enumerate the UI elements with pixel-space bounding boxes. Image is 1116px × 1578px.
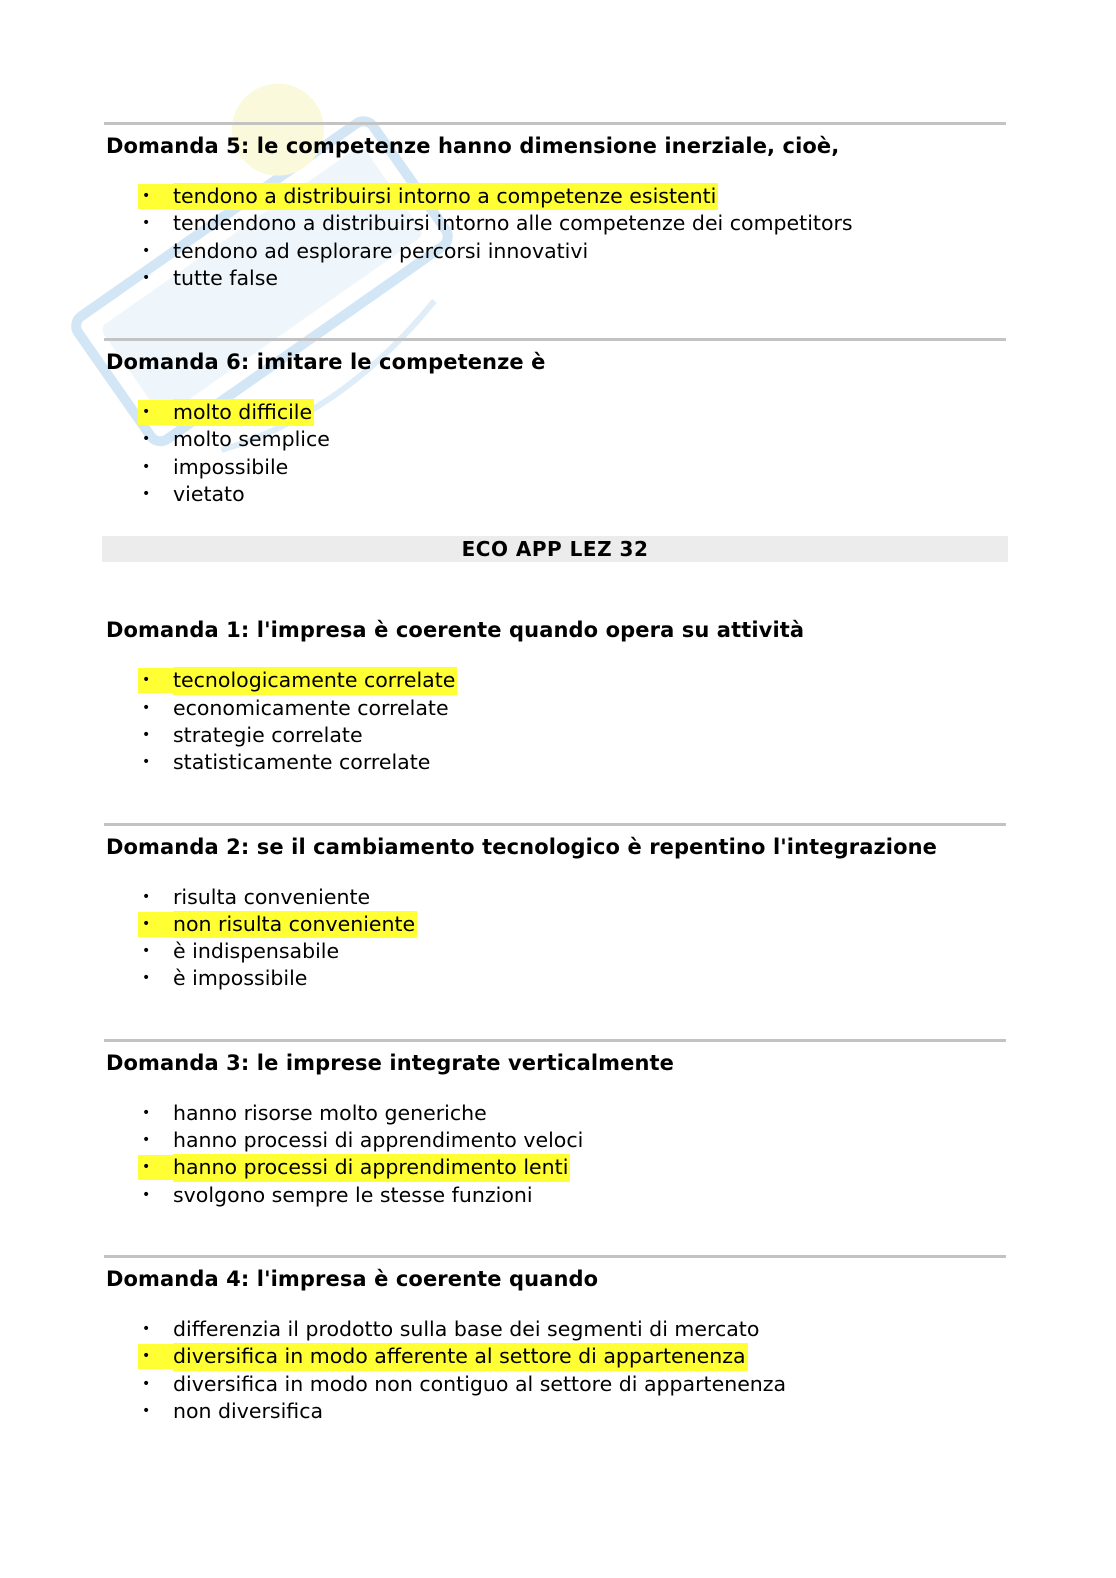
question-block xyxy=(104,122,1006,292)
answer-text: differenzia il prodotto sulla base dei segmenti di mercato xyxy=(173,1316,760,1341)
bullet-icon: • xyxy=(142,754,151,771)
question-title: Domanda 5: le competenze hanno dimensione inerziale, cioè, xyxy=(106,134,840,158)
answer-item xyxy=(104,454,1006,481)
answer-item-correct xyxy=(104,183,1006,210)
bullet-icon: • xyxy=(142,1186,151,1203)
answer-text: è impossibile xyxy=(173,966,308,991)
divider xyxy=(104,122,1006,125)
bullet-icon: • xyxy=(142,1104,151,1121)
answer-list xyxy=(104,884,1006,993)
divider xyxy=(104,338,1006,341)
answer-item-correct xyxy=(104,1343,1006,1370)
document-content xyxy=(104,122,1006,1425)
answer-text: tendendono a distribuirsi intorno alle competenze dei competitors xyxy=(173,211,853,236)
bullet-icon: • xyxy=(142,970,151,987)
answer-text: hanno processi di apprendimento lenti xyxy=(173,1154,570,1181)
answer-item xyxy=(104,481,1006,508)
answer-list xyxy=(104,399,1006,508)
answer-list xyxy=(104,1316,1006,1425)
bullet-icon: • xyxy=(142,242,151,259)
answer-item xyxy=(104,1316,1006,1343)
bullet-icon: • xyxy=(142,404,151,421)
bullet-icon: • xyxy=(142,269,151,286)
answer-item xyxy=(104,1398,1006,1425)
question-title: Domanda 6: imitare le competenze è xyxy=(106,350,546,375)
answer-text: diversifica in modo non contiguo al settore di appartenenza xyxy=(173,1371,787,1396)
question-block xyxy=(104,823,1006,993)
bullet-icon: • xyxy=(142,915,151,932)
answer-text: tecnologicamente correlate xyxy=(173,667,457,694)
divider xyxy=(104,823,1006,826)
answer-text: svolgono sempre le stesse funzioni xyxy=(173,1182,533,1207)
question-title: Domanda 4: l'impresa è coerente quando xyxy=(106,1266,599,1291)
answer-item-correct xyxy=(104,1154,1006,1181)
bullet-icon: • xyxy=(142,1375,151,1392)
answer-item xyxy=(104,1182,1006,1209)
answer-list xyxy=(104,1100,1006,1209)
bullet-icon: • xyxy=(142,486,151,503)
answer-list xyxy=(104,667,1006,776)
answer-item xyxy=(104,1127,1006,1154)
bullet-icon: • xyxy=(142,672,151,689)
divider xyxy=(104,1039,1006,1042)
answer-list xyxy=(104,183,1006,292)
section-header: ECO APP LEZ 32 xyxy=(102,536,1008,562)
answer-text: non risulta conveniente xyxy=(173,911,417,938)
answer-item xyxy=(104,1371,1006,1398)
bullet-icon: • xyxy=(142,215,151,232)
answer-item xyxy=(104,265,1006,292)
answer-text: molto semplice xyxy=(173,427,330,452)
answer-text: diversifica in modo afferente al settore di appartenenza xyxy=(173,1343,748,1370)
bullet-icon: • xyxy=(142,1402,151,1419)
answer-text: economicamente correlate xyxy=(173,695,449,720)
answer-item xyxy=(104,426,1006,453)
bullet-icon: • xyxy=(142,1132,151,1149)
answer-text: strategie correlate xyxy=(173,722,363,747)
answer-text: è indispensabile xyxy=(173,939,340,964)
answer-text: tendono a distribuirsi intorno a competenze esistenti xyxy=(173,183,718,210)
bullet-icon: • xyxy=(142,431,151,448)
answer-text: statisticamente correlate xyxy=(173,750,431,775)
divider xyxy=(104,1255,1006,1258)
answer-item-correct xyxy=(104,911,1006,938)
answer-text: molto difficile xyxy=(173,399,314,426)
answer-item xyxy=(104,938,1006,965)
bullet-icon: • xyxy=(142,188,151,204)
bullet-icon: • xyxy=(142,726,151,743)
answer-text: non diversifica xyxy=(173,1398,324,1423)
answer-item xyxy=(104,884,1006,911)
question-title: Domanda 3: le imprese integrate verticalmente xyxy=(106,1050,674,1075)
answer-text: vietato xyxy=(173,482,245,507)
answer-text: hanno processi di apprendimento veloci xyxy=(173,1128,584,1153)
question-title: Domanda 1: l'impresa è coerente quando opera su attività xyxy=(106,618,805,643)
answer-item xyxy=(104,695,1006,722)
question-title: Domanda 2: se il cambiamento tecnologico è repentino l'integrazione xyxy=(106,834,938,859)
answer-item-correct xyxy=(104,667,1006,694)
answer-text: impossibile xyxy=(173,454,289,479)
bullet-icon: • xyxy=(142,1159,151,1176)
bullet-icon: • xyxy=(142,943,151,960)
answer-item-correct xyxy=(104,399,1006,426)
answer-text: tutte false xyxy=(173,265,279,290)
answer-text: hanno risorse molto generiche xyxy=(173,1100,487,1125)
answer-item xyxy=(104,965,1006,992)
bullet-icon: • xyxy=(142,699,151,716)
bullet-icon: • xyxy=(142,1348,151,1365)
answer-item xyxy=(104,210,1006,237)
answer-item xyxy=(104,238,1006,265)
question-block xyxy=(104,1039,1006,1209)
question-block xyxy=(104,338,1006,508)
bullet-icon: • xyxy=(142,888,151,905)
answer-text: tendono ad esplorare percorsi innovativi xyxy=(173,238,589,263)
bullet-icon: • xyxy=(142,458,151,475)
answer-item xyxy=(104,1100,1006,1127)
question-block xyxy=(104,617,1006,776)
answer-text: risulta conveniente xyxy=(173,884,371,909)
question-block xyxy=(104,1255,1006,1425)
bullet-icon: • xyxy=(142,1320,151,1337)
answer-item xyxy=(104,722,1006,749)
answer-item xyxy=(104,749,1006,776)
